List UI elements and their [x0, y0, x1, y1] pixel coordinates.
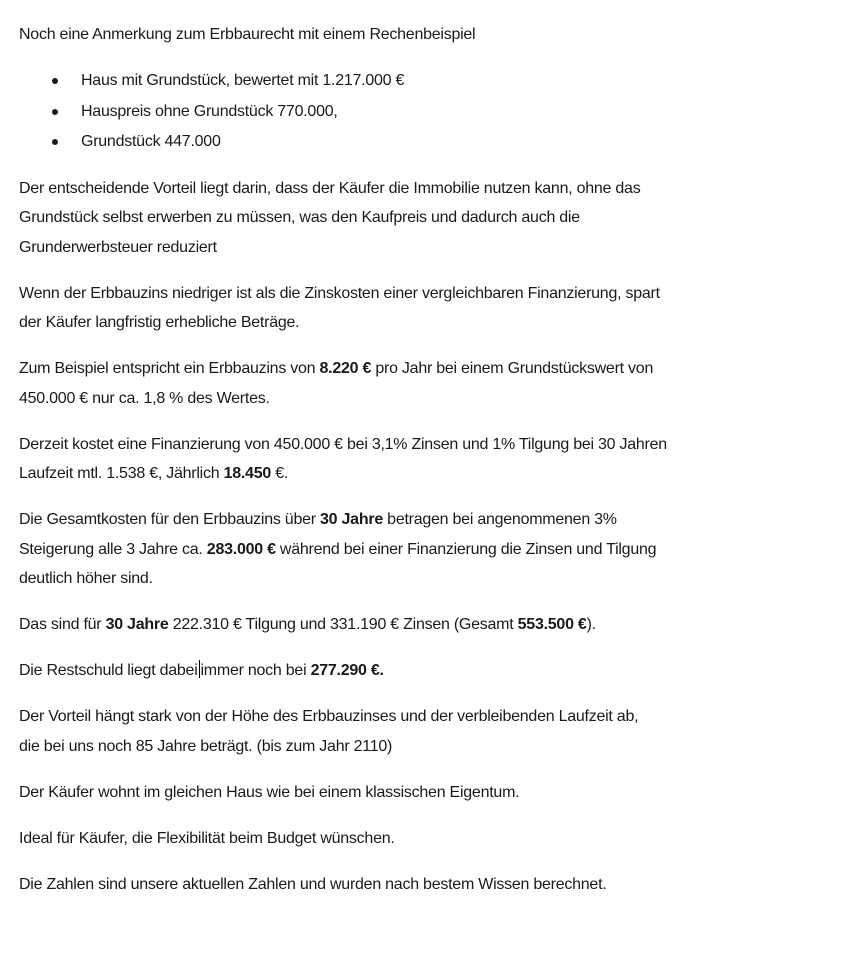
- paragraph: [19, 610, 844, 640]
- paragraph: [19, 430, 844, 489]
- text-line: [19, 354, 844, 384]
- bold-text: 30 Jahre: [320, 511, 383, 528]
- bullet-icon: [52, 139, 58, 145]
- bold-text: 18.450: [223, 465, 271, 482]
- paragraph: [19, 870, 844, 900]
- list-item: [19, 127, 844, 158]
- text-run: deutlich höher sind.: [19, 570, 153, 587]
- text-run: 450.000 € nur ca. 1,8 % des Wertes.: [19, 389, 270, 407]
- paragraph: [19, 174, 844, 263]
- bullet-list: [19, 66, 844, 158]
- paragraph: [19, 778, 844, 808]
- text-run: Der Käufer wohnt im gleichen Haus wie bei einem klassischen Eigentum.: [19, 783, 520, 801]
- text-run: €.: [271, 465, 289, 482]
- text-run: Grundstück selbst erwerben zu müssen, was den Kaufpreis und dadurch auch die: [19, 209, 580, 226]
- bullet-icon: [52, 78, 58, 84]
- intro-paragraph: [19, 20, 844, 50]
- text-line: [19, 870, 844, 900]
- text-line: [19, 174, 844, 204]
- text-run: Steigerung alle 3 Jahre ca.: [19, 540, 207, 558]
- intro-text: Noch eine Anmerkung zum Erbbaurecht mit einem Rechenbeispiel: [19, 26, 476, 43]
- text-line: [19, 459, 844, 489]
- paragraph: [19, 824, 844, 854]
- paragraph: [19, 702, 844, 761]
- text-line: [19, 384, 844, 414]
- text-run: 222.310 € Tilgung und 331.190 € Zinsen (Gesamt: [168, 616, 518, 633]
- text-run: Der entscheidende Vorteil liegt darin, dass der Käufer die Immobilie nutzen kann, ohne das: [19, 179, 641, 197]
- paragraph: [19, 354, 844, 413]
- text-cursor: [199, 660, 200, 678]
- bullet-icon: [52, 109, 58, 115]
- text-line: [19, 564, 844, 594]
- text-run: Die Gesamtkosten für den Erbbauzins über: [19, 511, 321, 528]
- paragraph: [19, 279, 844, 338]
- text-run: die bei uns noch 85 Jahre beträgt. (bis zum Jahr 2110): [19, 737, 393, 755]
- text-line: [19, 824, 844, 854]
- text-run: Laufzeit mtl. 1.538 €, Jährlich: [19, 465, 224, 482]
- text-line: [19, 656, 844, 686]
- bold-text: 277.290 €.: [310, 662, 384, 679]
- text-line: [19, 505, 844, 535]
- text-run: Die Zahlen sind unsere aktuellen Zahlen und wurden nach bestem Wissen berechnet.: [19, 875, 607, 893]
- text-run: Zum Beispiel entspricht ein Erbbauzins von: [19, 360, 320, 377]
- text-line: [19, 732, 844, 762]
- text-line: [19, 610, 844, 640]
- text-line: [19, 535, 844, 565]
- text-run: ).: [586, 616, 596, 633]
- list-item-text: Grundstück 447.000: [81, 133, 221, 150]
- text-line: [19, 702, 844, 732]
- list-item: [19, 97, 844, 128]
- text-run: Der Vorteil hängt stark von der Höhe des Erbbauzinses und der verbleibenden Laufzeit ab,: [19, 708, 639, 725]
- text-line: [19, 279, 844, 309]
- text-line: [19, 430, 844, 460]
- list-item-text: Hauspreis ohne Grundstück 770.000,: [81, 102, 338, 120]
- text-run: immer noch bei: [200, 662, 311, 679]
- list-item-text: Haus mit Grundstück, bewertet mit 1.217.000 €: [81, 72, 405, 89]
- bold-text: 30 Jahre: [105, 616, 169, 633]
- bold-text: 8.220 €: [319, 360, 372, 377]
- text-run: Das sind für: [19, 616, 106, 633]
- text-run: Wenn der Erbbauzins niedriger ist als die Zinskosten einer vergleichbaren Finanzierung, spart: [19, 284, 660, 302]
- text-run: betragen bei angenommenen 3%: [382, 511, 617, 528]
- text-line: [19, 203, 844, 233]
- text-run: während bei einer Finanzierung die Zinsen und Tilgung: [275, 540, 657, 558]
- bold-text: 283.000 €: [206, 540, 276, 558]
- paragraph: [19, 656, 844, 686]
- paragraphs: [19, 174, 844, 900]
- text-run: pro Jahr bei einem Grundstückswert von: [371, 360, 654, 377]
- text-run: der Käufer langfristig erhebliche Beträge.: [19, 314, 300, 331]
- text-run: Derzeit kostet eine Finanzierung von 450.000 € bei 3,1% Zinsen und 1% Tilgung bei 30 Jahren: [19, 435, 667, 453]
- list-item: [19, 66, 844, 97]
- paragraph: [19, 505, 844, 594]
- text-line: [19, 233, 844, 263]
- text-run: Grunderwerbsteuer reduziert: [19, 238, 217, 256]
- bold-text: 553.500 €: [517, 616, 587, 633]
- text-line: [19, 778, 844, 808]
- text-line: [19, 308, 844, 338]
- text-run: Ideal für Käufer, die Flexibilität beim Budget wünschen.: [19, 829, 395, 847]
- text-run: Die Restschuld liegt dabei: [19, 662, 198, 679]
